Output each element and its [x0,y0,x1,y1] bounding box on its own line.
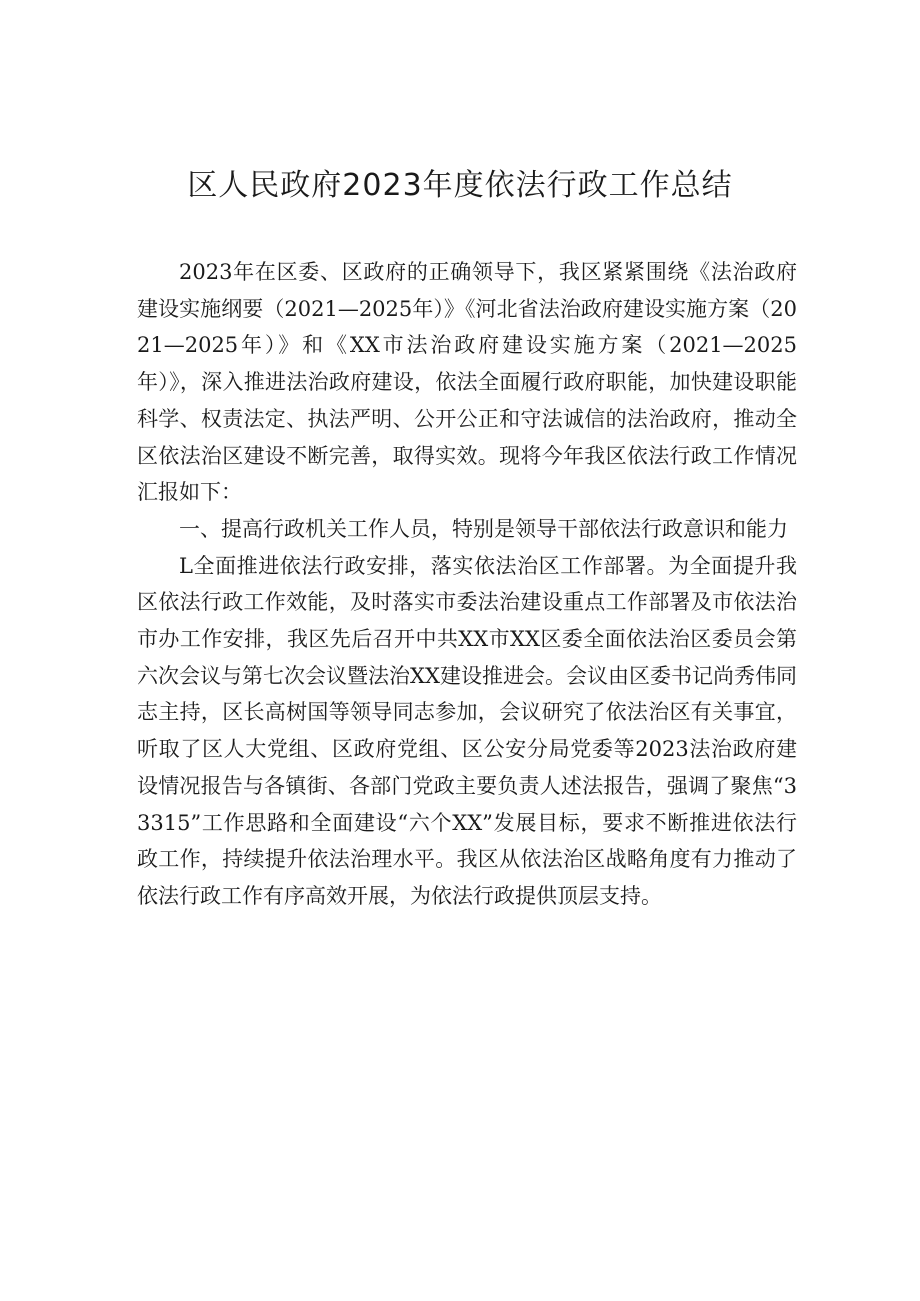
document-body [137,254,797,915]
paragraph-section-1-item-1: L全面推进依法行政安排，落实依法治区工作部署。为全面提升我区依法行政工作效能，及时落实市委法治建设重点工作部署及市依法治市办工作安排，我区先后召开中共XX市XX区委全面依法治区委员会第六次会议与第七次会议暨法治XX建设推进会。会议由区委书记尚秀伟同志主持，区长高树国等领导同志参加，会议研究了依法治区有关事宜，听取了区人大党组、区政府党组、区公安分局党委等2023法治政府建设情况报告与各镇街、各部门党政主要负责人述法报告，强调了聚焦“33315”工作思路和全面建设“六个XX”发展目标，要求不断推进依法行政工作，持续提升依法治理水平。我区从依法治区战略角度有力推动了依法行政工作有序高效开展，为依法行政提供顶层支持。 [137,553,797,908]
section-heading-1: 一、提高行政机关工作人员，特别是领导干部依法行政意识和能力 [179,516,788,541]
paragraph-intro: 2023年在区委、区政府的正确领导下，我区紧紧围绕《法治政府建设实施纲要（2021—2025年）》《河北省法治政府建设实施方案（2021—2025年）》和《XX市法治政府建设实施方案（2021—2025年）》，深入推进法治政府建设，依法全面履行政府职能，加快建设职能科学、权责法定、执法严明、公开公正和守法诚信的法治政府，推动全区依法治区建设不断完善，取得实效。现将今年我区依法行政工作情况汇报如下： [137,260,797,505]
document-title: 区人民政府2023年度依法行政工作总结 [187,168,733,203]
